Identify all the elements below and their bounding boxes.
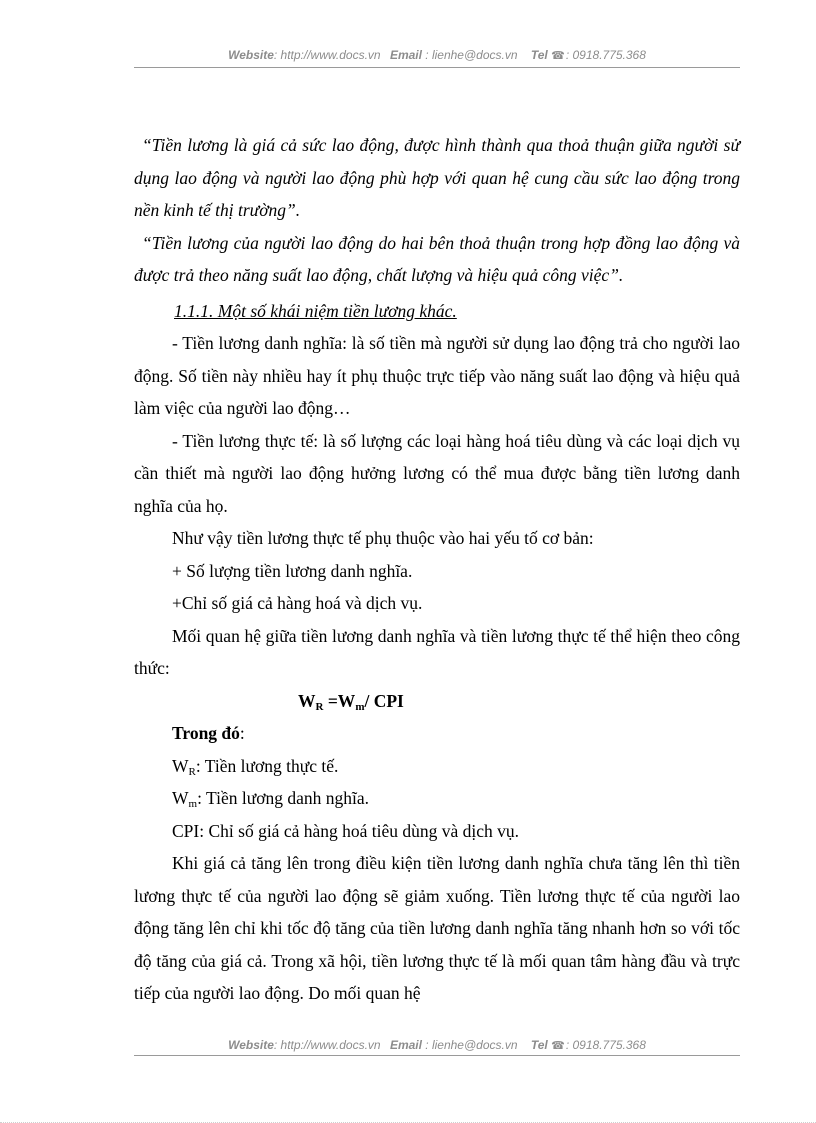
definition-cpi: CPI: Chỉ số giá cả hàng hoá tiêu dùng và dịch vụ.	[172, 820, 520, 841]
quote-definition-2: “Tiền lương của người lao động do hai bên thoả thuận trong hợp đồng lao động và được trả theo năng suất lao động, chất lượng và hiệu quả công việc”.	[134, 232, 740, 285]
telephone-icon: ☎	[551, 1040, 565, 1052]
header-tel-value: : 0918.775.368	[565, 48, 646, 62]
paragraph-real-wage: - Tiền lương thực tế: là số lượng các loại hàng hoá tiêu dùng và các loại dịch vụ cần thiết mà người lao động hưởng lương có thể mua được bằng tiền lương danh nghĩa của họ.	[134, 430, 740, 516]
document-body	[134, 129, 740, 1010]
section-subheading: 1.1.1. Một số khái niệm tiền lương khác.	[174, 300, 457, 321]
header-website-label: Website	[228, 48, 274, 62]
paragraph-relation: Mối quan hệ giữa tiền lương danh nghĩa và tiền lương thực tế thể hiện theo công thức:	[134, 625, 740, 678]
formula: $W_R =W_m/$ CPI	[298, 690, 404, 713]
definition-wr: $W_R$: Tiền lương thực tế.	[172, 755, 339, 778]
telephone-icon: ☎	[551, 50, 565, 62]
page-header	[134, 48, 740, 62]
footer-website-label: Website	[228, 1038, 274, 1052]
header-divider	[134, 67, 740, 68]
footer-email-label: Email	[389, 1038, 422, 1052]
footer-email-value: : lienhe@docs.vn	[421, 1038, 518, 1052]
paragraph-nominal-wage: - Tiền lương danh nghĩa: là số tiền mà người sử dụng lao động trả cho người lao động. Số tiền này nhiều hay ít phụ thuộc trực tiếp vào năng suất lao động và hiệu quả làm việc của người lao động…	[134, 333, 740, 418]
footer-website-value: : http://www.docs.vn	[273, 1038, 381, 1052]
footer-divider	[134, 1055, 740, 1056]
list-item-2: +Chỉ số giá cả hàng hoá và dịch vụ.	[172, 593, 423, 613]
header-email-label: Email	[389, 48, 422, 62]
footer-tel-value: : 0918.775.368	[565, 1038, 646, 1052]
footer-tel-label: Tel	[530, 1038, 548, 1052]
definition-wm: $W_m$: Tiền lương danh nghĩa.	[172, 788, 369, 810]
list-item-1: + Số lượng tiền lương danh nghĩa.	[172, 560, 413, 581]
header-website-value: : http://www.docs.vn	[273, 48, 381, 62]
header-tel-label: Tel	[530, 48, 548, 62]
header-email-value: : lienhe@docs.vn	[421, 48, 518, 62]
paragraph-final: Khi giá cả tăng lên trong điều kiện tiền lương danh nghĩa chưa tăng lên thì tiền lương thực tế của người lao động sẽ giảm xuống. Tiền lương thực tế của người lao động tăng lên chỉ khi tốc độ tăng của tiền lương danh nghĩa tăng nhanh hơn so với tốc độ tăng của giá cả. Trong xã hội, tiền lương thực tế là mối quan tâm hàng đầu và trực tiếp của người lao động. Do mối quan hệ	[134, 853, 740, 1003]
page-footer	[134, 1038, 740, 1052]
where-heading: Trong đó:	[172, 723, 245, 743]
paragraph-depends: Như vậy tiền lương thực tế phụ thuộc vào hai yếu tố cơ bản:	[172, 528, 594, 548]
quote-definition-1: “Tiền lương là giá cả sức lao động, được hình thành qua thoả thuận giữa người sử dụng lao động và người lao động phù hợp với quan hệ cung cầu sức lao động trong nền kinh tế thị trường”.	[134, 135, 740, 220]
